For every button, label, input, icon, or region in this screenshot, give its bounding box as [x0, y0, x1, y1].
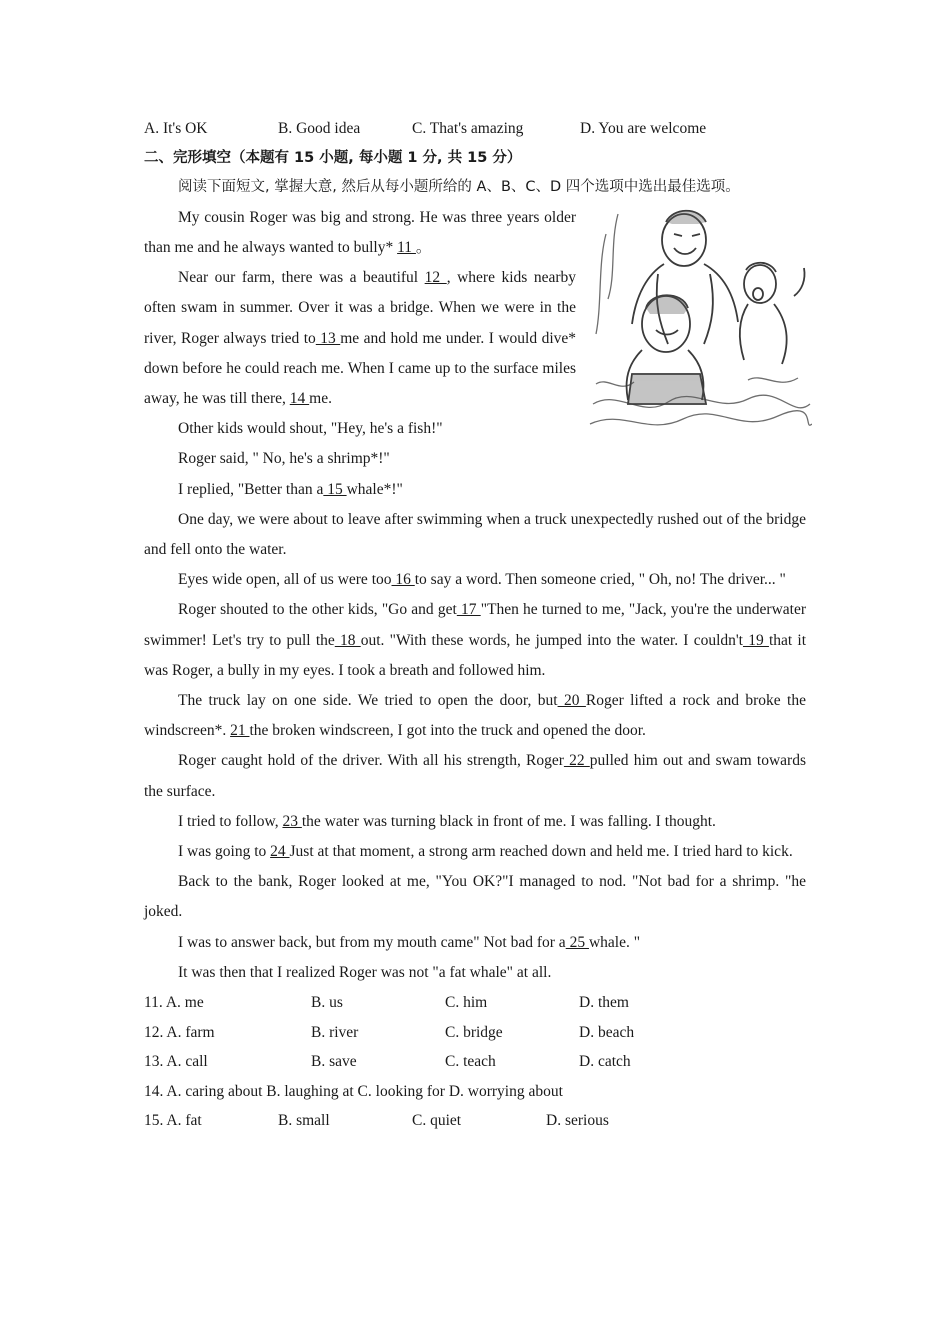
question-15-b: B. small: [278, 1112, 330, 1130]
blank-20: 20: [557, 692, 586, 710]
question-15-c: C. quiet: [412, 1112, 462, 1130]
content: [144, 114, 806, 1136]
blank-17: 17: [456, 601, 481, 619]
question-13-b: B. save: [311, 1053, 357, 1071]
question-14-d: D. worrying about: [448, 1082, 563, 1100]
question-14-b: B. laughing at: [266, 1082, 354, 1100]
paragraph-14: I was to answer back, but from my mouth came" Not bad for a 25 whale. ": [178, 933, 641, 951]
blank-23: 23: [282, 812, 302, 830]
question-11-c: C. him: [445, 994, 488, 1012]
wrapped-paragraphs: [144, 203, 576, 414]
question-11-b: B. us: [311, 994, 343, 1012]
top-option-b: B. Good idea: [278, 120, 361, 137]
question-13-a: 13. A. call: [144, 1053, 208, 1071]
top-option-c: C. That's amazing: [412, 120, 524, 137]
paragraph-13: Back to the bank, Roger looked at me, "You OK?"I managed to nod. "Not bad for a shrimp. "he joked.: [144, 873, 806, 921]
question-14-c: C. looking for: [357, 1082, 445, 1100]
question-11-a: 11. A. me: [144, 994, 204, 1012]
top-options-row: [144, 114, 806, 144]
blank-11: 11: [397, 238, 416, 256]
section-heading: 二、完形填空（本题有 15 小题, 每小题 1 分, 共 15 分）: [144, 149, 522, 166]
question-13-c: C. teach: [445, 1053, 496, 1071]
question-12-d: D. beach: [579, 1023, 635, 1041]
question-11-d: D. them: [579, 994, 629, 1012]
paragraph-1: My cousin Roger was big and strong. He was three years older than me and he always wanted to bully* 11 。: [144, 208, 576, 256]
question-13-d: D. catch: [579, 1053, 631, 1071]
question-12-a: 12. A. farm: [144, 1023, 215, 1041]
paragraph-11: I tried to follow, 23 the water was turning black in front of me. I was falling. I thought.: [178, 812, 716, 830]
blank-21: 21: [230, 722, 250, 740]
paragraph-12: I was going to 24 Just at that moment, a strong arm reached down and held me. I tried hard to kick.: [178, 843, 793, 861]
question-12-b: B. river: [311, 1023, 359, 1041]
question-14-a: 14. A. caring about: [144, 1082, 263, 1100]
blank-16: 16: [391, 571, 415, 589]
paragraph-2: Near our farm, there was a beautiful 12 , where kids nearby often swam in summer. Over it was a bridge. When we were in the river, Roger always tried to 13 me and hold me under. I would dive* down before he could reach me. When I came up to the surface miles away, he was till there, 14 me.: [144, 269, 577, 407]
paragraph-5: I replied, "Better than a 15 whale*!": [178, 480, 403, 498]
paragraph-3: Other kids would shout, "Hey, he's a fish!": [178, 420, 443, 438]
blank-19: 19: [742, 631, 769, 649]
blank-24: 24: [270, 843, 290, 861]
blank-12: 12: [424, 269, 447, 287]
question-15: [144, 1106, 806, 1136]
blank-15: 15: [323, 480, 347, 498]
paragraph-10: Roger caught hold of the driver. With all his strength, Roger 22 pulled him out and swam towards the surface.: [144, 752, 807, 800]
paragraph-7: Eyes wide open, all of us were too 16 to say a word. Then someone cried, " Oh, no! The driver... ": [178, 571, 786, 589]
paragraph-8: Roger shouted to the other kids, "Go and get 17 "Then he turned to me, "Jack, you're the underwater swimmer! Let's try to pull the 18 out. "With these words, he jumped into the water. I couldn't 19 that it was Roger, a bully in my eyes. I took a breath and followed him.: [144, 601, 807, 679]
paragraph-9: The truck lay on one side. We tried to open the door, but 20 Roger lifted a rock and broke the windscreen*. 21 the broken windscreen, I got into the truck and opened the door.: [144, 692, 806, 740]
question-15-a: 15. A. fat: [144, 1112, 202, 1130]
question-13: [144, 1047, 806, 1077]
blank-22: 22: [563, 752, 590, 770]
top-option-d: D. You are welcome: [580, 120, 707, 137]
section-instruction: 阅读下面短文, 掌握大意, 然后从每小题所给的 A、B、C、D 四个选项中选出最佳选项。: [178, 179, 740, 196]
question-11: [144, 988, 806, 1018]
paragraph-15: It was then that I realized Roger was not "a fat whale" at all.: [178, 963, 552, 981]
blank-25: 25: [565, 933, 589, 951]
blank-14: 14: [289, 390, 310, 407]
question-15-d: D. serious: [546, 1112, 609, 1130]
blank-13: 13: [315, 329, 341, 347]
blank-18: 18: [334, 631, 361, 649]
paragraph-6: One day, we were about to leave after swimming when a truck unexpectedly rushed out of the bridge and fell onto the water.: [144, 510, 806, 559]
question-12-c: C. bridge: [445, 1023, 503, 1041]
paragraph-4: Roger said, " No, he's a shrimp*!": [178, 450, 390, 468]
question-14: [144, 1077, 806, 1107]
top-option-a: A. It's OK: [144, 120, 208, 137]
question-12: [144, 1018, 806, 1048]
